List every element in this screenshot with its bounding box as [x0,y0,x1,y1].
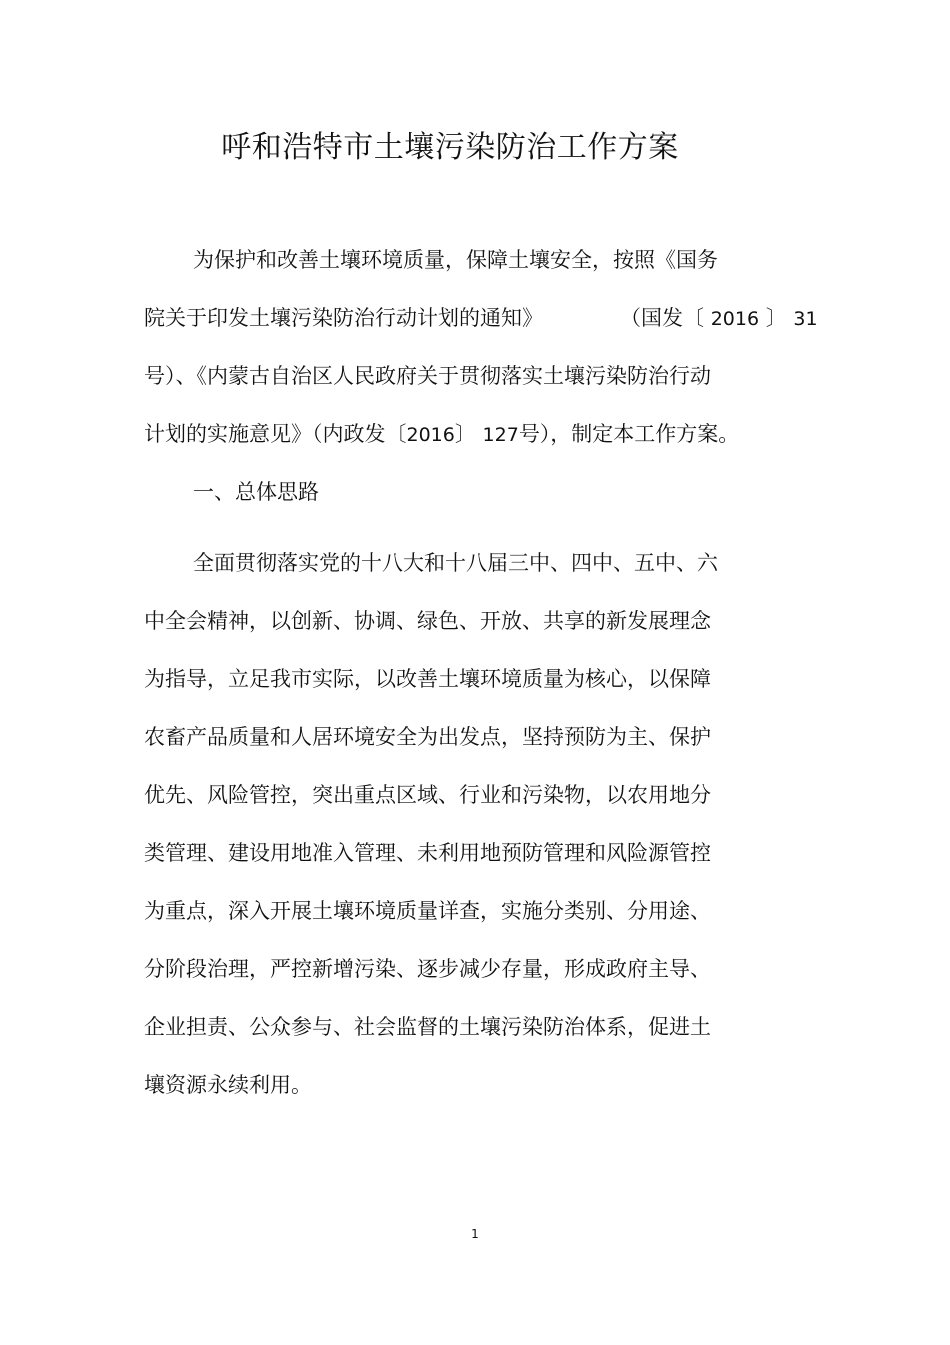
body-line-6: 类管理、建设用地准入管理、未利用地预防管理和风险源管控 [144,841,711,865]
citation-number-2: 127 [482,424,519,446]
intro-line-2-citation [620,303,818,334]
citation-bracket: 〕 [765,306,787,330]
intro-line-2-text: 院关于印发土壤污染防治行动计划的通知》 [144,306,543,330]
document-title: 呼和浩特市土壤污染防治工作方案 [221,130,679,165]
citation-number: 31 [793,308,818,330]
body-line-1: 全面贯彻落实党的十八大和十八届三中、四中、五中、六 [193,551,718,575]
body-line-9: 企业担责、公众参与、社会监督的土壤污染防治体系，促进土 [144,1015,711,1039]
intro-line-2 [144,303,543,333]
body-line-5: 优先、风险管控，突出重点区域、行业和污染物，以农用地分 [144,783,711,807]
section-heading: 一、总体思路 [193,480,319,504]
intro-line-4-end: 号），制定本工作方案。 [518,422,740,446]
intro-line-4 [144,419,739,450]
citation-prefix: （国发〔 [620,306,704,330]
body-line-4: 农畜产品质量和人居环境安全为出发点，坚持预防为主、保护 [144,725,711,749]
body-line-7: 为重点，深入开展土壤环境质量详查，实施分类别、分用途、 [144,899,711,923]
page-number: 1 [471,1227,479,1241]
citation-year: 2016 [710,308,760,330]
intro-line-4-text: 计划的实施意见》（内政发〔 [144,422,407,446]
body-line-8: 分阶段治理，严控新增污染、逐步减少存量，形成政府主导、 [144,957,711,981]
body-line-2: 中全会精神，以创新、协调、绿色、开放、共享的新发展理念 [144,609,711,633]
intro-line-3: 号）、《内蒙古自治区人民政府关于贯彻落实土壤污染防治行动 [144,364,711,388]
body-line-10: 壤资源永续利用。 [144,1073,312,1097]
citation-bracket-2: 〕 [454,422,476,446]
body-line-3: 为指导，立足我市实际，以改善土壤环境质量为核心，以保障 [144,667,711,691]
citation-year-2: 2016 [406,424,455,446]
intro-line-1: 为保护和改善土壤环境质量，保障土壤安全，按照《国务 [193,248,718,272]
